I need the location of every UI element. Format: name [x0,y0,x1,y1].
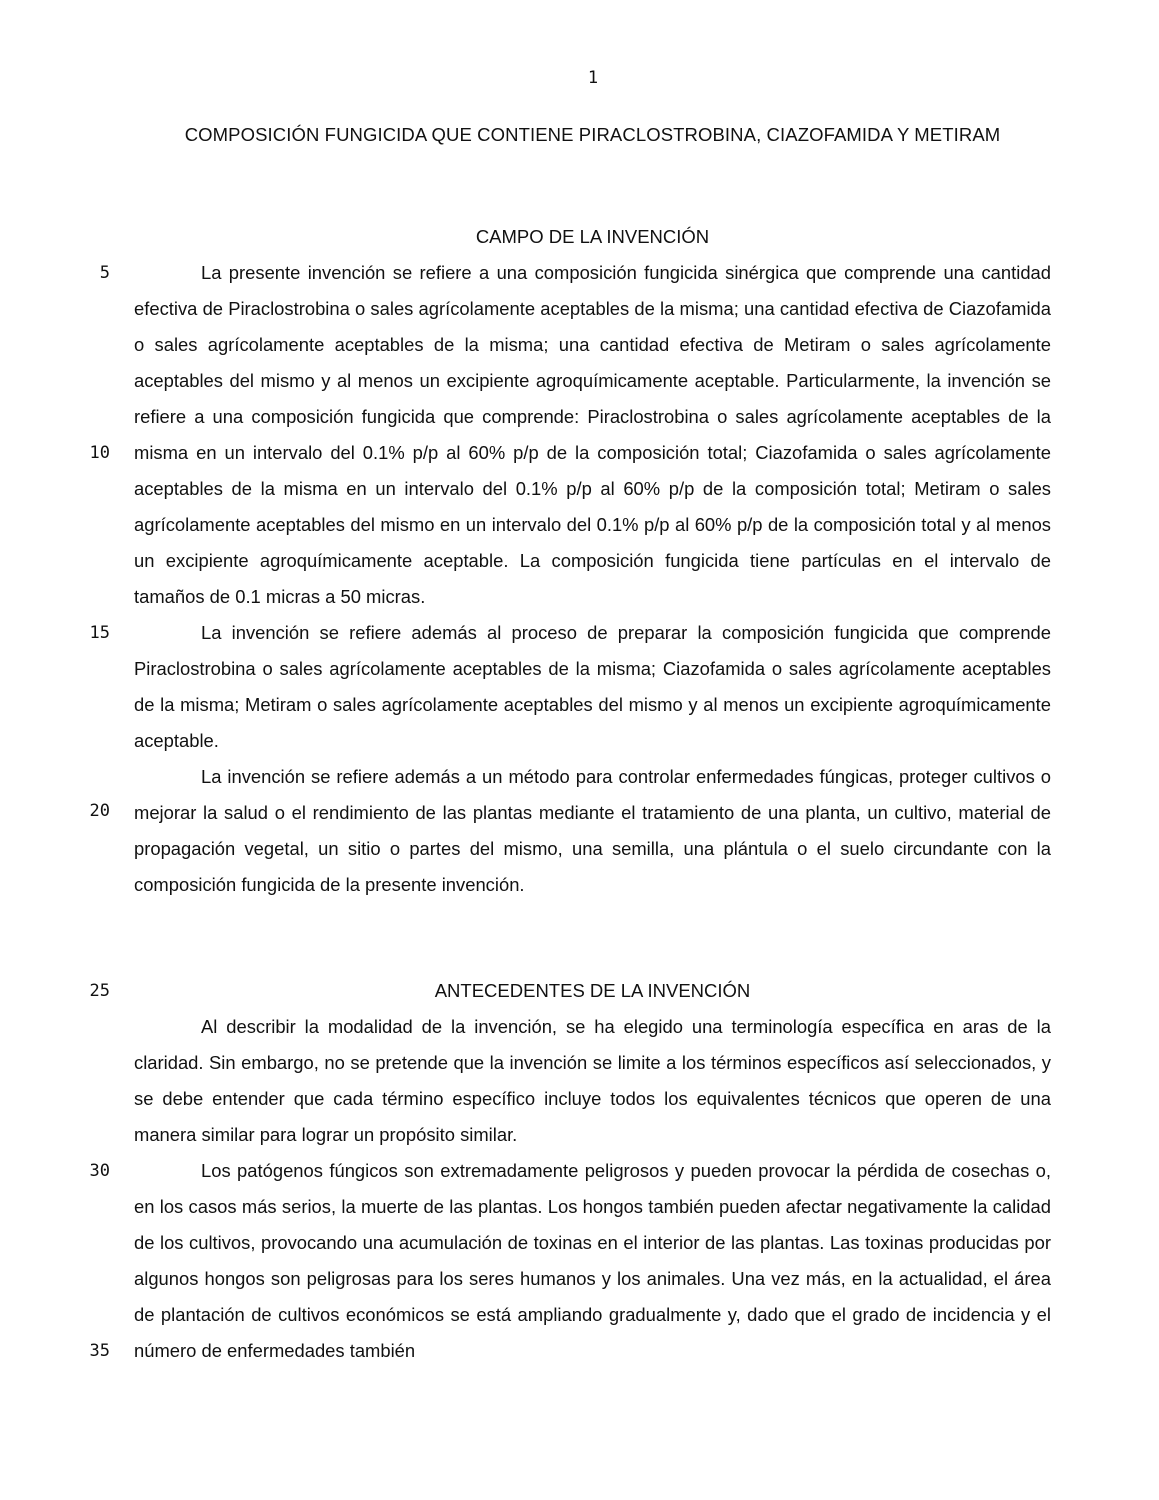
section-body-campo [134,255,1051,903]
section-body-antecedentes [134,1009,1051,1369]
line-number: 20 [89,801,110,821]
line-number: 5 [99,263,110,283]
paragraph: Al describir la modalidad de la invención, se ha elegido una terminología específica en aras de la claridad. Sin embargo, no se pretende que la invención se limite a los términos específicos así seleccionados, y se debe entender que cada término específico incluye todos los equivalentes técnicos que operen de una manera similar para lograr un propósito similar. [134,1016,1051,1145]
paragraph: Los patógenos fúngicos son extremadamente peligrosos y pueden provocar la pérdida de cosechas o, en los casos más serios, la muerte de las plantas. Los hongos también pueden afectar negativamente la calidad de los cultivos, provocando una acumulación de toxinas en el interior de las plantas. Las toxinas producidas por algunos hongos son peligrosas para los seres humanos y los animales. Una vez más, en la actualidad, el área de plantación de cultivos económicos se está ampliando gradualmente y, dado que el grado de incidencia y el número de enfermedades también [134,1160,1051,1361]
page-number: 1 [587,68,599,88]
paragraph: La invención se refiere además a un método para controlar enfermedades fúngicas, proteger cultivos o mejorar la salud o el rendimiento de las plantas mediante el tratamiento de una planta, un cultivo, material de propagación vegetal, un sitio o partes del mismo, una semilla, una plántula o el suelo circundante con la composición fungicida de la presente invención. [134,766,1051,895]
line-number: 30 [89,1161,110,1181]
line-number: 35 [89,1341,110,1361]
section-heading-campo: CAMPO DE LA INVENCIÓN [475,226,710,247]
document-title: COMPOSICIÓN FUNGICIDA QUE CONTIENE PIRACLOSTROBINA, CIAZOFAMIDA Y METIRAM [184,124,1001,145]
paragraph: La invención se refiere además al proceso de preparar la composición fungicida que comprende Piraclostrobina o sales agrícolamente aceptables de la misma; Ciazofamida o sales agrícolamente aceptables de la misma; Metiram o sales agrícolamente aceptables del mismo y al menos un excipiente agroquímicamente aceptable. [134,622,1051,751]
line-number: 25 [89,981,110,1001]
line-number: 15 [89,623,110,643]
section-heading-antecedentes: ANTECEDENTES DE LA INVENCIÓN [434,980,751,1001]
line-number: 10 [89,443,110,463]
paragraph: La presente invención se refiere a una composición fungicida sinérgica que comprende una cantidad efectiva de Piraclostrobina o sales agrícolamente aceptables de la misma; una cantidad efectiva de Ciazofamida o sales agrícolamente aceptables de la misma; una cantidad efectiva de Metiram o sales agrícolamente aceptables del mismo y al menos un excipiente agroquímicamente aceptable. Particularmente, la invención se refiere a una composición fungicida que comprende: Piraclostrobina o sales agrícolamente aceptables de la misma en un intervalo del 0.1% p/p al 60% p/p de la composición total; Ciazofamida o sales agrícolamente aceptables de la misma en un intervalo del 0.1% p/p al 60% p/p de la composición total; Metiram o sales agrícolamente aceptables del mismo en un intervalo del 0.1% p/p al 60% p/p de la composición total y al menos un excipiente agroquímicamente aceptable. La composición fungicida tiene partículas en el intervalo de tamaños de 0.1 micras a 50 micras. [134,262,1051,607]
